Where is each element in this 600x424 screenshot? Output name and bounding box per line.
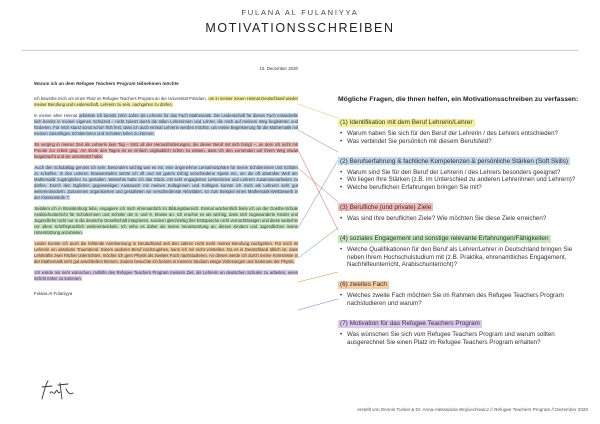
question-item: • Wo liegen Ihre Stärken (z.B. im Unterschied zu anderen Lehrerinnen und Lehrern)?	[338, 176, 584, 184]
author-name: FULANA AL FULANIYYA	[241, 8, 359, 17]
highlighted-text: um in meiner neuen Heimat Deutschland wieder meiner Berufung und Leidenschaft, Lehrerin zu sein, nachgehen zu dürfen.	[34, 96, 298, 107]
letter-paragraph	[34, 206, 298, 236]
highlighted-text: arbeitete ich bereits zehn Jahre als Lehrerin für das Fach Mathematik. Die Leidenschaft für dieses Fach entwickelte sich bereits in meiner eigenen Schulzeit – nicht zuletzt durch die tollen Lehrerinnen und Lehrer, die mich auf meinem Weg begleiteten und förderten. Für mich stand somit schon früh fest, dass ich auch einmal Lehrerin werden möchte, um meine Begeisterung für die Mathematik mit meinen zukünftigen Schülerinnen und Schülern teilen zu können.	[34, 113, 299, 136]
document-title: MOTIVATIONSSCHREIBEN	[205, 21, 395, 35]
highlighted-text: Es verging in meiner Zeit als Lehrerin kein Tag – trotz all der Herausforderungen, die dieser Beruf mit sich bringt –, an dem ich nicht mit Freude zur Arbeit ging. Am Ende des Tages ist es einfach unglaublich schön zu wissen, dass ich den Lernenden auf ihrem Weg etwas beigebracht und sie unterstützt habe.	[34, 142, 298, 159]
letter-paragraph	[34, 113, 298, 137]
connector-line	[298, 130, 338, 152]
question-item: • Was verbindet Sie persönlich mit diesem Berufsfeld?	[338, 138, 584, 146]
connector-line	[298, 104, 338, 118]
letter-date: 10. December 2020	[259, 66, 298, 71]
section-title: (7) Motivation für das Refugee Teachers Program	[340, 320, 480, 328]
paragraph-text: Ich bewerbe mich um einen Platz im Refugee Teachers Program an der Universität Potsdam,	[34, 96, 208, 101]
letter-paragraph	[34, 241, 298, 265]
letter-paragraph	[34, 165, 298, 201]
letter-paragraph	[34, 270, 298, 282]
question-list	[338, 246, 584, 269]
section-title: (2) Berufserfahrung & fachliche Kompetenzen & persönliche Stärken (Soft Skills)	[340, 157, 569, 165]
section-title: (1) Identifikation mit dem Beruf Lehrerin/Lehrer	[340, 119, 473, 126]
connector-line	[298, 160, 338, 228]
question-item: • Was sind Ihre beruflichen Ziele? Wie möchten Sie diese Ziele erreichen?	[338, 215, 584, 223]
question-item: • Warum sind Sie für den Beruf der Lehrerin / des Lehrers besonders geeignet?	[338, 169, 584, 177]
letter-subject	[34, 81, 298, 87]
title-divider	[22, 50, 578, 51]
question-section	[338, 273, 584, 307]
letter-paragraph	[34, 96, 298, 108]
section-title: (6) zweites Fach	[340, 281, 387, 289]
subject-prefix: Warum ich an dem	[34, 81, 76, 86]
question-list	[338, 292, 584, 307]
connector-line	[298, 228, 338, 258]
document-header	[0, 8, 600, 35]
highlighted-text: Seitdem ich in Brandenburg lebe, engagiere ich mich ehrenamtlich im Bildungsbereich. Einmal wöchentlich biete ich an der Goethe-Schule Arabischunterricht für Schülerinnen und Schüler der 8. und 9. Klasse an. Ich erachte es als wichtig, dass sich zugewanderte Kinder und Jugendliche nicht nur in die deutsche Gesellschaft integrieren, sondern gleichzeitig ihre Erstsprache nicht vernachlässigen und diese weiterhin vor allem schriftsprachlich weiterentwickeln. Ich sehe es daher als meine Verantwortung an, diesen Kindern und Jugendlichen meine Unterstützung anzubieten.	[34, 206, 298, 235]
question-item: • Welches zweite Fach möchten Sie im Rahmen des Refugee Teachers Program nachstudieren und warum?	[338, 292, 584, 307]
letter-closing-name: Fulana Al Fulaniyya	[34, 291, 73, 296]
question-list	[338, 331, 584, 346]
subject-suffix: teilnehmen möchte	[135, 81, 179, 86]
question-item: • Welche beruflichen Erfahrungen bringen Sie mit?	[338, 184, 584, 192]
question-section	[338, 312, 584, 346]
question-list	[338, 130, 584, 145]
connector-line	[298, 272, 338, 282]
document-footer: erstellt von Dennis Tunkel & Dr. Anna-Aleksandra Wojciechowicz // Refugee Teachers Program // Dezember 2020	[357, 407, 588, 412]
question-sections	[338, 111, 584, 346]
question-item: • Welche Qualifikationen für den Beruf als Lehrer/Lehrer in Deutschland bringen Sie neben Ihrem Hochschulstudium mit (z.B. Praktika, ehrenamtliches Engagement, Nachhilfeunterricht, Arabischunterricht)?	[338, 246, 584, 269]
connector-line	[298, 168, 338, 202]
motivation-letter	[34, 66, 298, 297]
section-title: (3) Berufliche (und private) Ziele	[340, 203, 432, 211]
question-list	[338, 169, 584, 192]
question-section	[338, 150, 584, 192]
question-item: • Warum haben Sie sich für den Beruf der Lehrerin / des Lehrers entschieden?	[338, 130, 584, 138]
question-section	[338, 111, 584, 145]
subject-program: Refugee Teachers Program	[75, 81, 136, 86]
question-section	[338, 196, 584, 223]
question-section	[338, 227, 584, 269]
signature-icon	[38, 377, 78, 405]
highlighted-text: Auch den Schulalltag genoss ich sehr. Besonders wichtig war es mir, eine angenehme Lernatmosphäre für meine Schülerinnen und Schüler zu schaffen. In den unteren Klassenstufen setzte ich oft und mit gutem Erfolg verschiedene Spiele ein, um die oft abstrakte Welt der Mathematik zugänglicher zu gestalten. Weiterhin hatte ich das Glück, mit sehr engagierten Lehrerinnen und Lehrern zusammenarbeiten zu dürfen. Durch den täglichen gegenseitigen Austausch mit meinen Kolleginnen und Kollegen konnte ich mich als Lehrerin sehr gut weiterentwickeln. Zusammen organisierten und gestalteten wir verschiedenste Aktivitäten, so zum Beispiel einen Mathematik-Wettbewerb in der Klassenstufe 7.	[34, 165, 298, 200]
questions-heading: Mögliche Fragen, die Ihnen helfen, ein Motivationsschreiben zu verfassen:	[338, 96, 579, 103]
question-list	[338, 215, 584, 223]
section-title: (4) soziales Engagement und sonstige relevante Erfahrungen/Fähigkeiten	[340, 235, 549, 243]
highlighted-text: Ich würde mir sehr wünschen, mithilfe des Refugee Teachers Program meinem Ziel, als Lehrerin an deutschen Schulen zu arbeiten, einen Schritt näher zu kommen.	[34, 270, 298, 281]
paragraph-text: In meiner alten Heimat	[34, 113, 79, 118]
letter-body	[34, 96, 298, 282]
connector-line	[298, 299, 338, 310]
highlighted-text: Leider konnte ich auch die fehlende Anerkennung in Deutschland seit drei Jahren nicht mehr meiner Berufung nachgehen. Für mich ist Lehrerin ein absoluter Traumberuf. Einem anderen Beruf nachzugehen, kann ich mir nicht vorstellen. Da es in Deutschland üblich ist, dass Lehrkräfte zwei Fächer unterrichten, möchte ich gern Physik als zweites Fach nachstudieren. An dieses werde ich durch meine Kenntnisse in der Mathematik sehr gut anschließen können. Zudem besuchte ich bereits in meinem Studium einige Vorlesungen und Seminare der Physik.	[34, 241, 298, 264]
question-item: • Was wünschen Sie sich vom Refugee Teachers Program und warum sollten ausgerechnet Sie einen Platz im Refugee Teachers Program erhalten?	[338, 331, 584, 346]
guiding-questions	[338, 96, 584, 351]
connector-line	[298, 150, 338, 230]
letter-paragraph	[34, 142, 298, 160]
